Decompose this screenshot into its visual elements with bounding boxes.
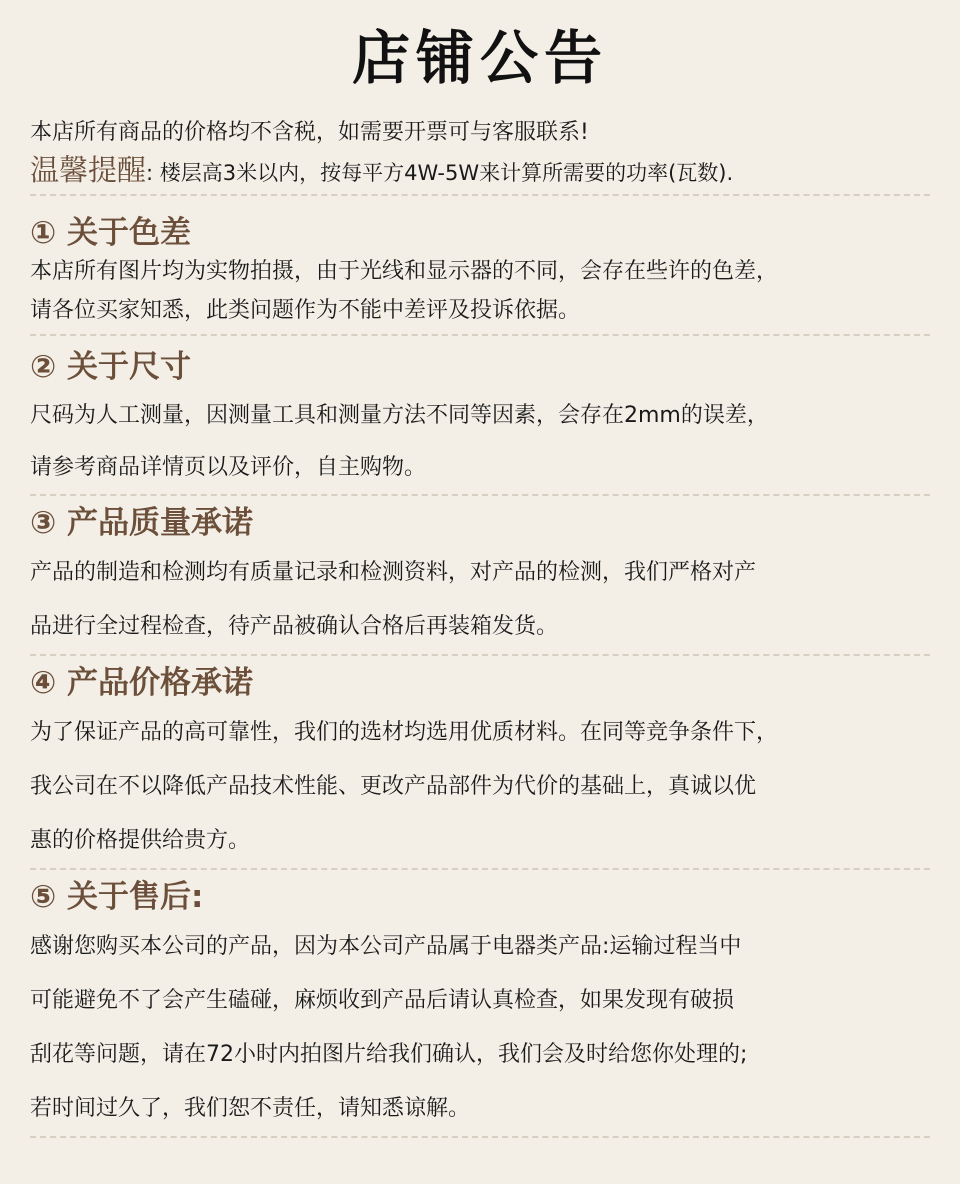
section-line: 可能避免不了会产生磕碰，麻烦收到产品后请认真检查，如果发现有破损 [30,988,735,1013]
section-line: 刮花等问题，请在72小时内拍图片给我们确认，我们会及时给您你处理的; [30,1042,748,1067]
section-line: 惠的价格提供给贵方。 [30,828,251,853]
reminder-text: : 楼层高3米以内，按每平方4W-5W来计算所需要的功率(瓦数). [146,161,734,185]
section-line: 产品的制造和检测均有质量记录和检测资料，对产品的检测，我们严格对产 [30,560,757,585]
section-line: 请各位买家知悉，此类问题作为不能中差评及投诉依据。 [30,298,581,323]
section-line: 我公司在不以降低产品技术性能、更改产品部件为代价的基础上，真诚以优 [30,774,757,799]
section-line: 品进行全过程检查，待产品被确认合格后再装箱发货。 [30,614,559,639]
section-line: 为了保证产品的高可靠性，我们的选材均选用优质材料。在同等竞争条件下， [30,720,779,745]
section-title: ④ 产品价格承诺 [30,665,254,701]
section-title: ② 关于尺寸 [30,349,192,385]
section-quality-promise [30,496,930,656]
section-price-promise [30,656,930,870]
section-size [30,336,930,496]
section-line: 感谢您购买本公司的产品，因为本公司产品属于电器类产品:运输过程当中 [30,934,742,959]
section-after-sales [30,870,930,1138]
section-line: 若时间过久了，我们恕不责任，请知悉谅解。 [30,1096,471,1121]
page-title: 店铺公告 [351,24,608,92]
section-line: 请参考商品详情页以及评价，自主购物。 [30,455,427,480]
section-title: ⑤ 关于售后: [30,879,204,915]
warm-reminder [30,150,930,196]
reminder-label: 温馨提醒 [30,153,147,187]
section-title: ① 关于色差 [30,215,192,251]
section-title: ③ 产品质量承诺 [30,505,254,541]
section-line: 尺码为人工测量，因测量工具和测量方法不同等因素，会存在2mm的误差， [30,403,769,428]
section-color-difference [30,196,930,336]
tax-notice: 本店所有商品的价格均不含税，如需要开票可与客服联系! [30,120,589,145]
section-line: 本店所有图片均为实物拍摄，由于光线和显示器的不同，会存在些许的色差， [30,259,779,284]
